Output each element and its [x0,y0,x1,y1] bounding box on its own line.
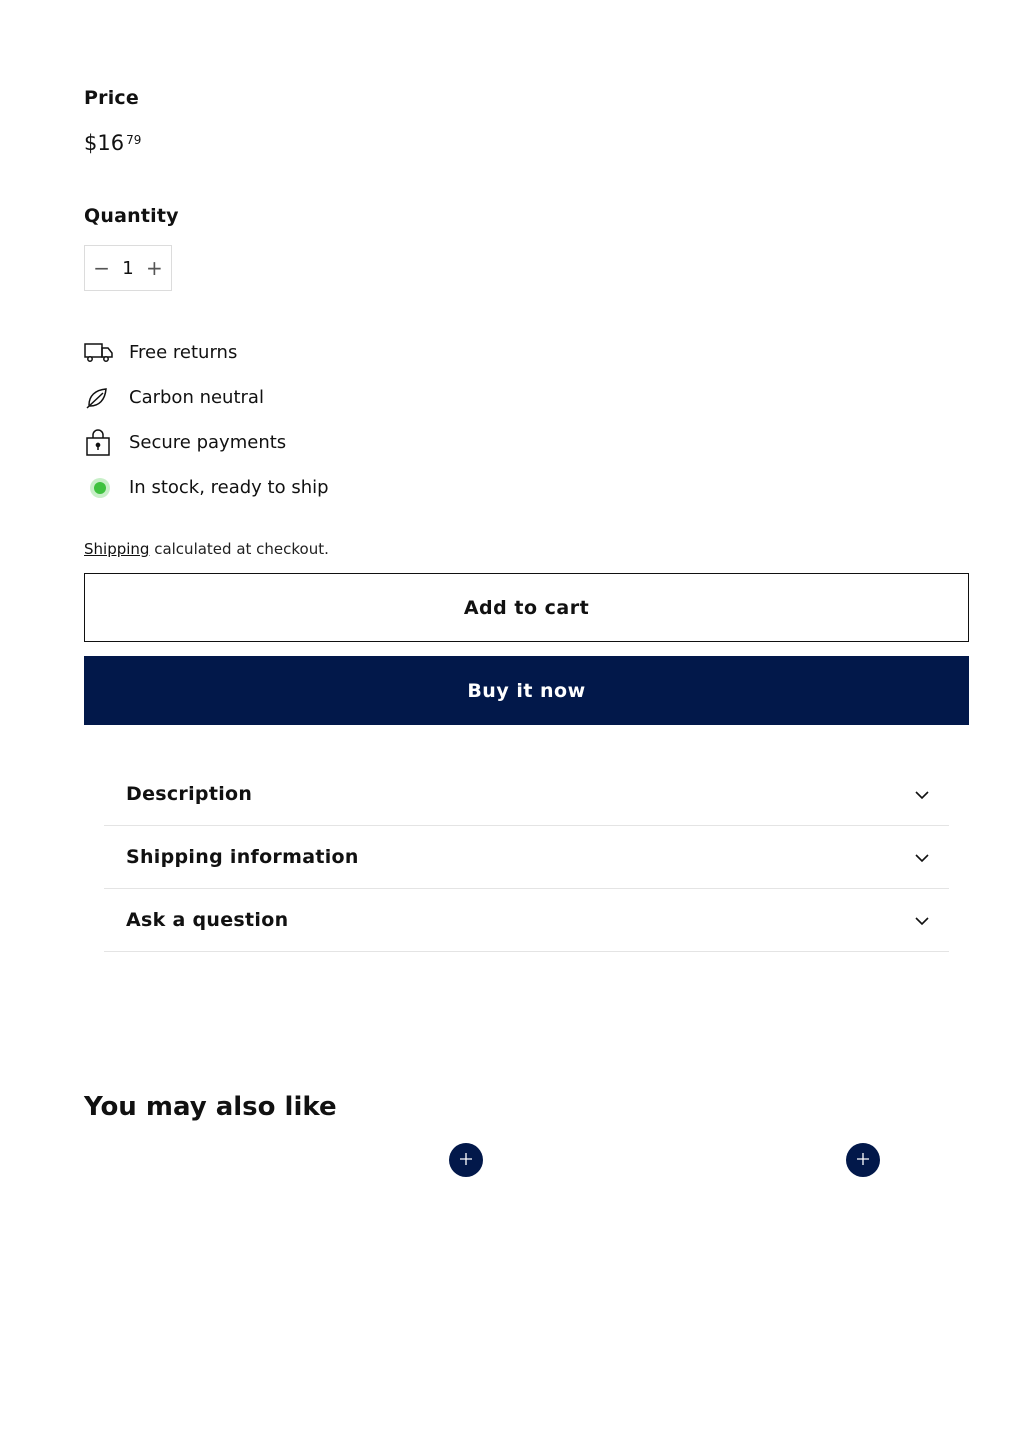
plus-icon [459,1151,473,1170]
plus-icon [856,1151,870,1170]
chevron-down-icon [915,911,929,930]
feature-carbon-neutral [84,375,329,420]
quantity-decrease-button[interactable]: − [93,256,110,280]
accordion-title: Description [126,783,253,805]
quantity-increase-button[interactable]: + [146,256,163,280]
lock-bag-icon [84,429,116,457]
price-dollars: $16 [84,131,125,155]
quick-add-button[interactable] [449,1143,483,1177]
chevron-down-icon [915,785,929,804]
accordion-description[interactable] [104,763,949,826]
recommendations-title: You may also like [84,1092,337,1122]
quick-add-button[interactable] [846,1143,880,1177]
accordion-title: Shipping information [126,846,359,868]
quantity-stepper[interactable] [84,245,172,291]
quantity-label: Quantity [84,205,179,227]
feature-label: Secure payments [129,432,287,453]
price-value [84,131,141,155]
price-cents: 79 [126,133,142,147]
shipping-note [84,540,329,558]
feature-in-stock [84,465,329,510]
quantity-input[interactable]: 1 [122,257,134,279]
shipping-note-text: calculated at checkout. [149,540,329,558]
feature-secure-payments [84,420,329,465]
accordion-ask-a-question[interactable] [104,889,949,952]
feature-free-returns [84,330,329,375]
accordion-title: Ask a question [126,909,289,931]
product-accordion [104,763,949,952]
price-label: Price [84,87,139,109]
product-features [84,330,329,510]
feature-label: Carbon neutral [129,387,264,408]
leaf-icon [84,384,116,412]
accordion-shipping-information[interactable] [104,826,949,889]
truck-icon [84,339,116,367]
feature-label: In stock, ready to ship [129,477,329,498]
shipping-policy-link[interactable]: Shipping [84,540,150,558]
chevron-down-icon [915,848,929,867]
feature-label: Free returns [129,342,238,363]
buy-it-now-button[interactable]: Buy it now [84,656,969,725]
in-stock-dot-icon [84,474,116,502]
add-to-cart-button[interactable]: Add to cart [84,573,969,642]
